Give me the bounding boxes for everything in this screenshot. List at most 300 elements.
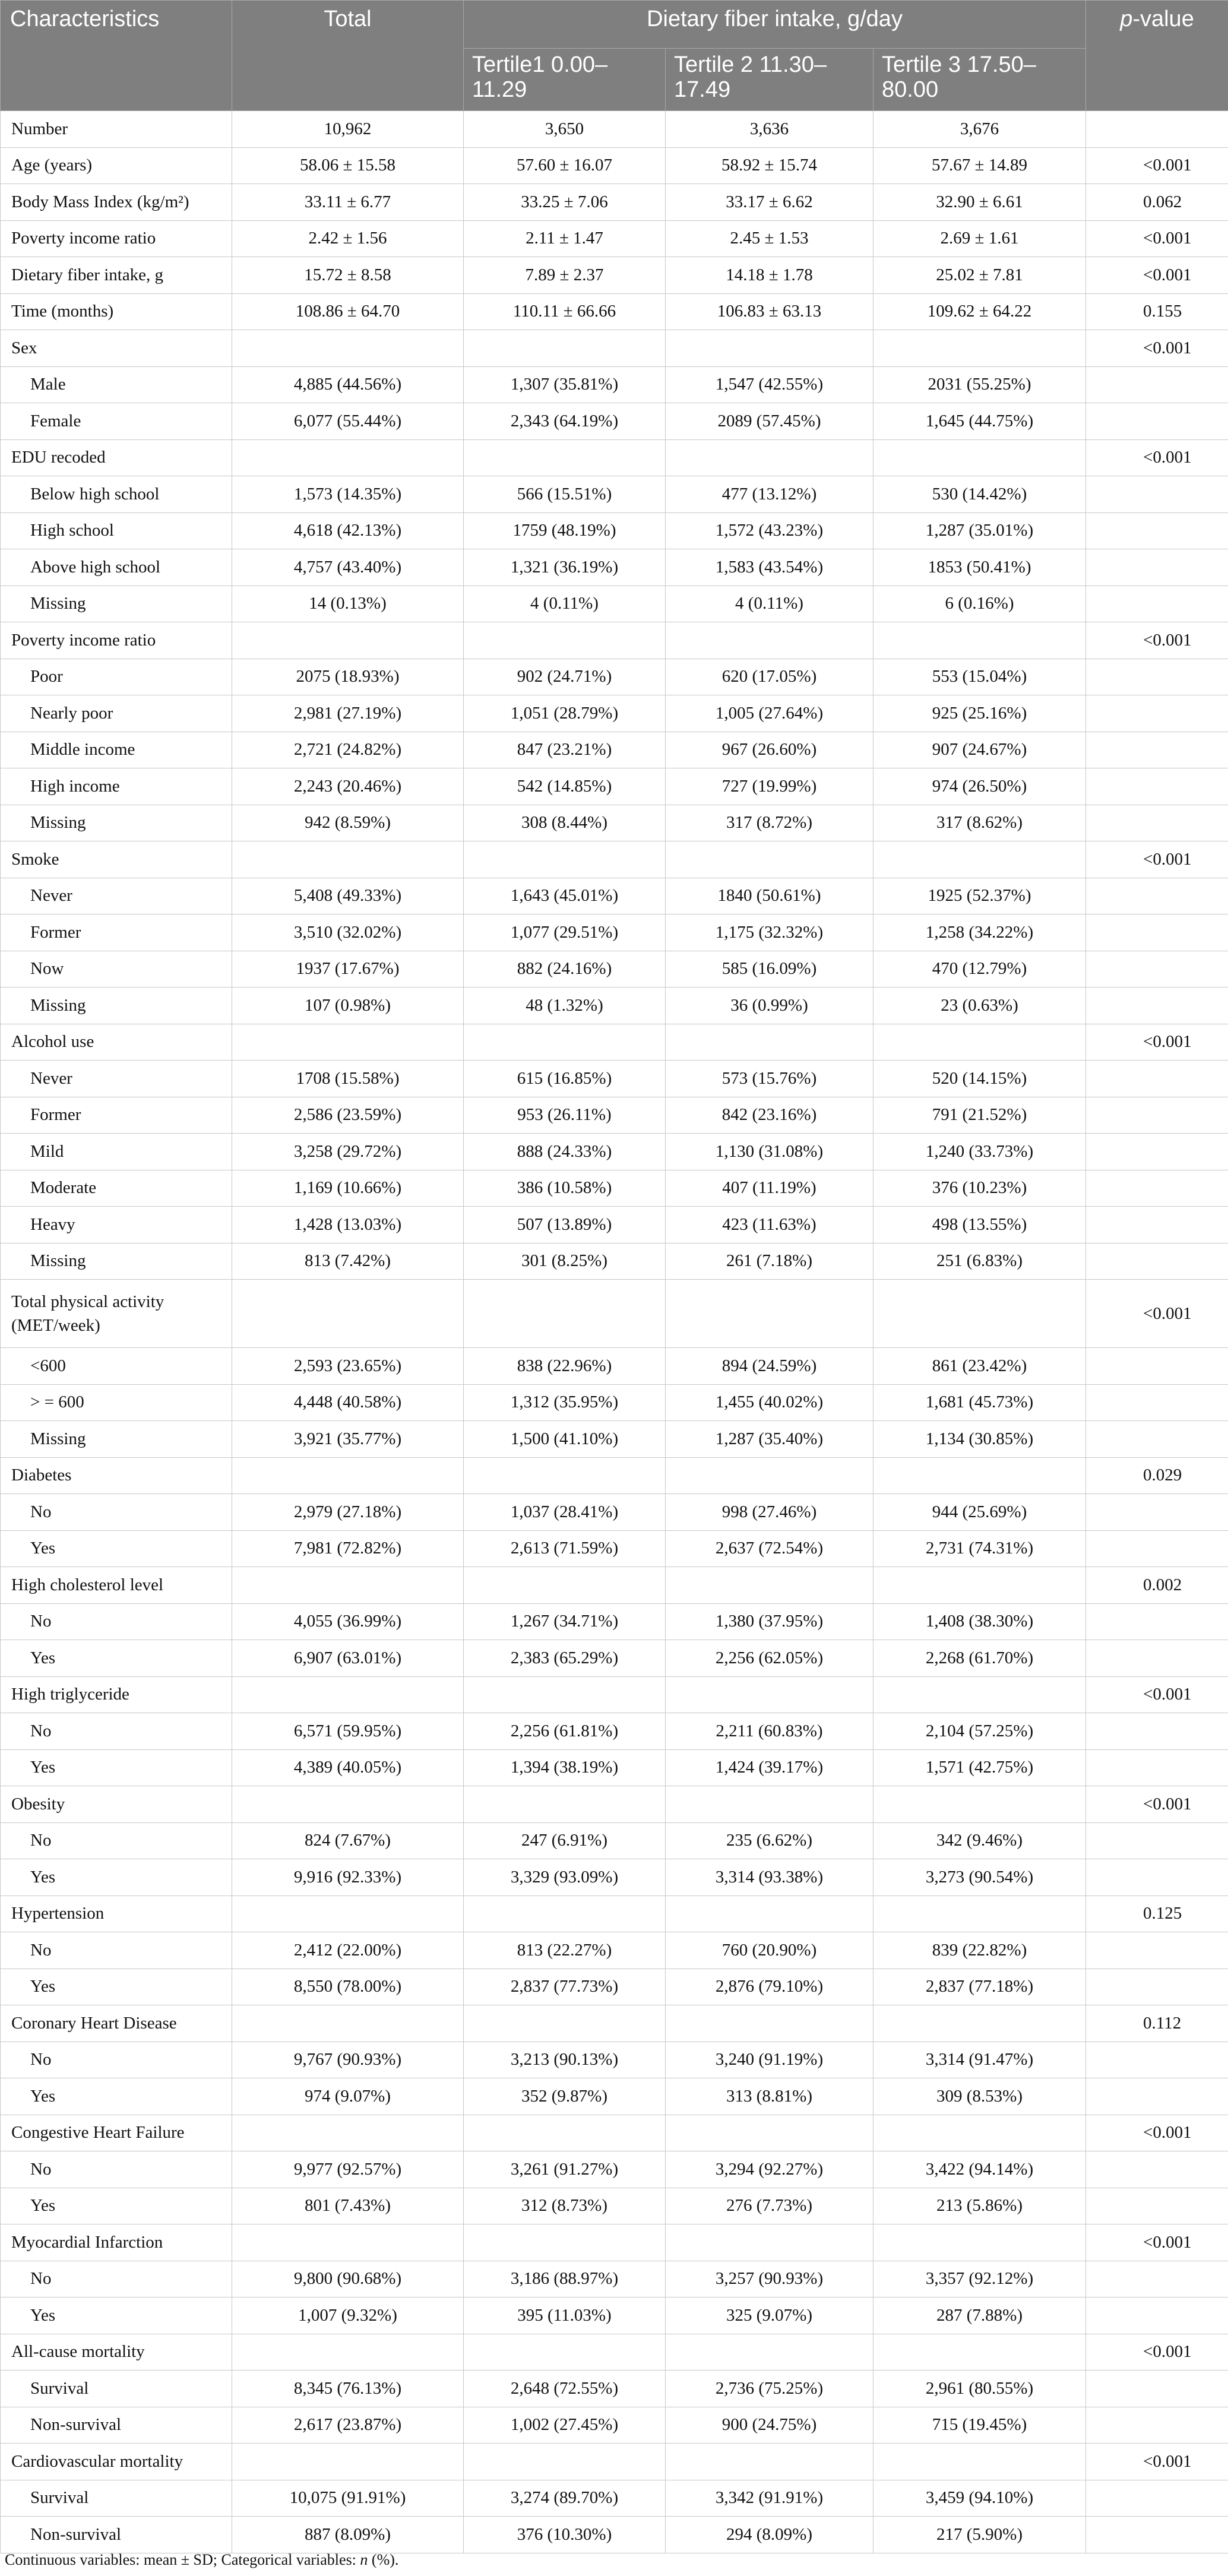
cell-tertile-3: 317 (8.62%) — [873, 805, 1086, 841]
cell-tertile-1: 1,077 (29.51%) — [464, 914, 666, 951]
cell-tertile-3 — [873, 1280, 1086, 1348]
cell-tertile-2: 1,583 (43.54%) — [666, 549, 873, 586]
cell-p-value — [1086, 732, 1228, 768]
cell-tertile-1: 2,648 (72.55%) — [464, 2371, 666, 2407]
cell-tertile-2: 2,736 (75.25%) — [666, 2371, 873, 2407]
cell-tertile-3 — [873, 1676, 1086, 1713]
cell-tertile-2: 900 (24.75%) — [666, 2407, 873, 2444]
row-label: Yes — [1, 1969, 232, 2005]
cell-tertile-3: 520 (14.15%) — [873, 1061, 1086, 1097]
cell-p-value — [1086, 549, 1228, 586]
cell-total: 4,757 (43.40%) — [232, 549, 464, 586]
row-label: Male — [1, 366, 232, 403]
cell-tertile-2: 14.18 ± 1.78 — [666, 257, 873, 294]
cell-total — [232, 1676, 464, 1713]
cell-tertile-3 — [873, 1024, 1086, 1061]
cell-tertile-2: 2,256 (62.05%) — [666, 1640, 873, 1677]
row-label: Number — [1, 111, 232, 148]
table-row — [1, 732, 1228, 768]
cell-tertile-3: 2,837 (77.18%) — [873, 1969, 1086, 2005]
cell-tertile-1 — [464, 2005, 666, 2042]
cell-tertile-2: 573 (15.76%) — [666, 1061, 873, 1097]
cell-tertile-3: 907 (24.67%) — [873, 732, 1086, 768]
cell-tertile-3: 944 (25.69%) — [873, 1494, 1086, 1531]
cell-total: 4,885 (44.56%) — [232, 366, 464, 403]
cell-tertile-3: 2,104 (57.25%) — [873, 1713, 1086, 1750]
row-label: Never — [1, 1061, 232, 1097]
cell-p-value — [1086, 951, 1228, 988]
cell-tertile-2 — [666, 1676, 873, 1713]
cell-total — [232, 1024, 464, 1061]
cell-tertile-2: 294 (8.09%) — [666, 2517, 873, 2553]
cell-p-value — [1086, 768, 1228, 805]
cell-tertile-1: 395 (11.03%) — [464, 2297, 666, 2334]
cell-tertile-2: 620 (17.05%) — [666, 659, 873, 695]
row-label: Missing — [1, 988, 232, 1024]
table-row — [1, 2224, 1228, 2261]
cell-p-value — [1086, 1384, 1228, 1421]
cell-tertile-1: 813 (22.27%) — [464, 1932, 666, 1969]
row-label: > = 600 — [1, 1384, 232, 1421]
row-label: Yes — [1, 1749, 232, 1786]
row-label: Yes — [1, 2188, 232, 2224]
cell-tertile-1 — [464, 622, 666, 659]
cell-total: 7,981 (72.82%) — [232, 1530, 464, 1567]
cell-tertile-3 — [873, 1895, 1086, 1932]
row-label: No — [1, 2261, 232, 2297]
cell-tertile-1: 1,500 (41.10%) — [464, 1421, 666, 1458]
cell-tertile-2: 3,240 (91.19%) — [666, 2042, 873, 2078]
table-row — [1, 1280, 1228, 1348]
cell-tertile-2 — [666, 2005, 873, 2042]
footnote-text-after: (%). — [368, 2551, 399, 2568]
table-row — [1, 622, 1228, 659]
row-label: No — [1, 1713, 232, 1750]
cell-p-value — [1086, 1713, 1228, 1750]
table-row — [1, 1494, 1228, 1531]
cell-tertile-1: 888 (24.33%) — [464, 1134, 666, 1170]
row-label: <600 — [1, 1348, 232, 1385]
cell-tertile-1: 3,213 (90.13%) — [464, 2042, 666, 2078]
table-row — [1, 220, 1228, 257]
table-row — [1, 1640, 1228, 1677]
table-body — [1, 111, 1228, 2553]
cell-tertile-3 — [873, 1567, 1086, 1604]
cell-total: 2,593 (23.65%) — [232, 1348, 464, 1385]
cell-tertile-3: 1,681 (45.73%) — [873, 1384, 1086, 1421]
cell-tertile-2: 1840 (50.61%) — [666, 878, 873, 914]
cell-total: 2,412 (22.00%) — [232, 1932, 464, 1969]
cell-tertile-3: 1,134 (30.85%) — [873, 1421, 1086, 1458]
cell-p-value: <0.001 — [1086, 220, 1228, 257]
row-label: Diabetes — [1, 1457, 232, 1494]
cell-tertile-1 — [464, 2224, 666, 2261]
cell-p-value: <0.001 — [1086, 2444, 1228, 2480]
cell-tertile-3 — [873, 1786, 1086, 1823]
row-label: No — [1, 1822, 232, 1859]
table-row — [1, 2444, 1228, 2480]
cell-p-value — [1086, 1530, 1228, 1567]
cell-total: 2.42 ± 1.56 — [232, 220, 464, 257]
cell-tertile-1: 507 (13.89%) — [464, 1207, 666, 1243]
cell-total: 9,916 (92.33%) — [232, 1859, 464, 1896]
cell-tertile-2: 2089 (57.45%) — [666, 403, 873, 440]
cell-tertile-3: 2.69 ± 1.61 — [873, 220, 1086, 257]
cell-tertile-3: 3,676 — [873, 111, 1086, 148]
header-p-value — [1086, 1, 1228, 111]
cell-tertile-1: 882 (24.16%) — [464, 951, 666, 988]
cell-p-value — [1086, 2188, 1228, 2224]
cell-tertile-3 — [873, 622, 1086, 659]
cell-tertile-3: 1,645 (44.75%) — [873, 403, 1086, 440]
cell-tertile-1: 33.25 ± 7.06 — [464, 184, 666, 221]
table-header — [1, 1, 1228, 111]
table-row — [1, 2517, 1228, 2553]
cell-tertile-1: 57.60 ± 16.07 — [464, 147, 666, 184]
row-label: Survival — [1, 2480, 232, 2517]
table-row — [1, 988, 1228, 1024]
cell-tertile-2: 4 (0.11%) — [666, 586, 873, 622]
cell-tertile-2: 3,636 — [666, 111, 873, 148]
cell-total: 1708 (15.58%) — [232, 1061, 464, 1097]
table-row — [1, 2078, 1228, 2115]
row-label: Above high school — [1, 549, 232, 586]
cell-tertile-2 — [666, 1895, 873, 1932]
cell-p-value: <0.001 — [1086, 841, 1228, 878]
cell-tertile-3: 553 (15.04%) — [873, 659, 1086, 695]
row-label: Time (months) — [1, 293, 232, 330]
table-row — [1, 1243, 1228, 1280]
table-row — [1, 2334, 1228, 2371]
cell-tertile-3 — [873, 330, 1086, 367]
cell-tertile-2 — [666, 1280, 873, 1348]
cell-total: 1937 (17.67%) — [232, 951, 464, 988]
cell-tertile-2: 1,005 (27.64%) — [666, 695, 873, 732]
cell-total — [232, 2115, 464, 2151]
cell-tertile-1: 838 (22.96%) — [464, 1348, 666, 1385]
table-row — [1, 841, 1228, 878]
cell-tertile-2: 3,342 (91.91%) — [666, 2480, 873, 2517]
cell-tertile-1 — [464, 1676, 666, 1713]
cell-p-value — [1086, 1170, 1228, 1207]
cell-tertile-2: 2,876 (79.10%) — [666, 1969, 873, 2005]
row-label: EDU recoded — [1, 439, 232, 476]
cell-tertile-2: 36 (0.99%) — [666, 988, 873, 1024]
cell-total: 1,428 (13.03%) — [232, 1207, 464, 1243]
row-label: No — [1, 1932, 232, 1969]
cell-p-value — [1086, 1822, 1228, 1859]
cell-p-value — [1086, 659, 1228, 695]
cell-tertile-1 — [464, 1457, 666, 1494]
row-label: Missing — [1, 805, 232, 841]
cell-tertile-2: 58.92 ± 15.74 — [666, 147, 873, 184]
cell-total: 9,800 (90.68%) — [232, 2261, 464, 2297]
cell-tertile-3: 925 (25.16%) — [873, 695, 1086, 732]
cell-tertile-1: 247 (6.91%) — [464, 1822, 666, 1859]
cell-tertile-1: 3,186 (88.97%) — [464, 2261, 666, 2297]
cell-p-value — [1086, 2407, 1228, 2444]
cell-tertile-3 — [873, 841, 1086, 878]
cell-total: 33.11 ± 6.77 — [232, 184, 464, 221]
cell-total: 6,077 (55.44%) — [232, 403, 464, 440]
cell-tertile-2: 894 (24.59%) — [666, 1348, 873, 1385]
cell-p-value: 0.002 — [1086, 1567, 1228, 1604]
cell-tertile-1: 902 (24.71%) — [464, 659, 666, 695]
cell-total — [232, 1895, 464, 1932]
table-row — [1, 2115, 1228, 2151]
cell-p-value: <0.001 — [1086, 147, 1228, 184]
footnote-text-before: Continuous variables: mean ± SD; Categorical variables: — [5, 2551, 360, 2568]
cell-total: 3,510 (32.02%) — [232, 914, 464, 951]
cell-tertile-3: 3,314 (91.47%) — [873, 2042, 1086, 2078]
cell-tertile-2 — [666, 1786, 873, 1823]
table-row — [1, 1097, 1228, 1134]
table-row — [1, 2042, 1228, 2078]
cell-tertile-2: 3,257 (90.93%) — [666, 2261, 873, 2297]
table-row — [1, 1895, 1228, 1932]
cell-p-value — [1086, 988, 1228, 1024]
cell-total: 10,962 — [232, 111, 464, 148]
row-label: Female — [1, 403, 232, 440]
cell-tertile-1: 308 (8.44%) — [464, 805, 666, 841]
row-label: Body Mass Index (kg/m²) — [1, 184, 232, 221]
row-label: Coronary Heart Disease — [1, 2005, 232, 2042]
cell-tertile-2: 1,424 (39.17%) — [666, 1749, 873, 1786]
cell-tertile-3: 2,268 (61.70%) — [873, 1640, 1086, 1677]
cell-tertile-1: 1,002 (27.45%) — [464, 2407, 666, 2444]
cell-tertile-1 — [464, 841, 666, 878]
cell-p-value — [1086, 1097, 1228, 1134]
row-label: High cholesterol level — [1, 1567, 232, 1604]
cell-tertile-1 — [464, 1567, 666, 1604]
table-row — [1, 2297, 1228, 2334]
cell-p-value — [1086, 366, 1228, 403]
cell-p-value — [1086, 1640, 1228, 1677]
cell-p-value — [1086, 2297, 1228, 2334]
cell-total — [232, 1457, 464, 1494]
cell-tertile-2: 3,314 (93.38%) — [666, 1859, 873, 1896]
table-row — [1, 549, 1228, 586]
cell-tertile-1 — [464, 439, 666, 476]
cell-p-value — [1086, 2151, 1228, 2188]
cell-tertile-3 — [873, 2334, 1086, 2371]
row-label: Missing — [1, 1243, 232, 1280]
cell-total: 6,571 (59.95%) — [232, 1713, 464, 1750]
table-row — [1, 1421, 1228, 1458]
table-row — [1, 257, 1228, 294]
cell-total: 3,921 (35.77%) — [232, 1421, 464, 1458]
cell-total: 942 (8.59%) — [232, 805, 464, 841]
table-row — [1, 878, 1228, 914]
table-row — [1, 1348, 1228, 1385]
header-p-rest: -value — [1132, 7, 1194, 31]
row-label: Yes — [1, 1530, 232, 1567]
cell-tertile-2: 407 (11.19%) — [666, 1170, 873, 1207]
cell-tertile-1: 2,613 (71.59%) — [464, 1530, 666, 1567]
cell-tertile-2: 1,455 (40.02%) — [666, 1384, 873, 1421]
table-row — [1, 1603, 1228, 1640]
cell-tertile-3 — [873, 439, 1086, 476]
table-row — [1, 512, 1228, 549]
cell-tertile-2: 760 (20.90%) — [666, 1932, 873, 1969]
cell-tertile-3: 6 (0.16%) — [873, 586, 1086, 622]
cell-tertile-1: 48 (1.32%) — [464, 988, 666, 1024]
cell-p-value: <0.001 — [1086, 330, 1228, 367]
table-row — [1, 2480, 1228, 2517]
table-row — [1, 2407, 1228, 2444]
row-label: Nearly poor — [1, 695, 232, 732]
cell-tertile-1: 2,837 (77.73%) — [464, 1969, 666, 2005]
cell-total: 2,243 (20.46%) — [232, 768, 464, 805]
cell-p-value: <0.001 — [1086, 439, 1228, 476]
cell-tertile-1: 1,037 (28.41%) — [464, 1494, 666, 1531]
cell-p-value — [1086, 2517, 1228, 2553]
cell-tertile-3: 3,357 (92.12%) — [873, 2261, 1086, 2297]
cell-total: 2,979 (27.18%) — [232, 1494, 464, 1531]
cell-tertile-3: 715 (19.45%) — [873, 2407, 1086, 2444]
cell-tertile-2 — [666, 1024, 873, 1061]
cell-tertile-3 — [873, 2005, 1086, 2042]
cell-total: 6,907 (63.01%) — [232, 1640, 464, 1677]
cell-tertile-3: 376 (10.23%) — [873, 1170, 1086, 1207]
cell-tertile-2: 2.45 ± 1.53 — [666, 220, 873, 257]
table-row — [1, 1822, 1228, 1859]
table-row — [1, 768, 1228, 805]
cell-total — [232, 1280, 464, 1348]
cell-tertile-3: 498 (13.55%) — [873, 1207, 1086, 1243]
cell-tertile-2: 313 (8.81%) — [666, 2078, 873, 2115]
cell-tertile-3: 287 (7.88%) — [873, 2297, 1086, 2334]
cell-tertile-2: 967 (26.60%) — [666, 732, 873, 768]
table-row — [1, 1134, 1228, 1170]
cell-tertile-3: 109.62 ± 64.22 — [873, 293, 1086, 330]
row-label: Total physical activity (MET/week) — [1, 1280, 232, 1348]
cell-tertile-1: 542 (14.85%) — [464, 768, 666, 805]
cell-p-value — [1086, 695, 1228, 732]
cell-p-value: <0.001 — [1086, 2115, 1228, 2151]
cell-total: 10,075 (91.91%) — [232, 2480, 464, 2517]
cell-p-value: <0.001 — [1086, 1024, 1228, 1061]
cell-tertile-1 — [464, 1786, 666, 1823]
cell-total: 4,448 (40.58%) — [232, 1384, 464, 1421]
cell-tertile-3: 23 (0.63%) — [873, 988, 1086, 1024]
cell-p-value: 0.112 — [1086, 2005, 1228, 2042]
cell-p-value — [1086, 403, 1228, 440]
cell-p-value — [1086, 1421, 1228, 1458]
cell-tertile-3: 2,731 (74.31%) — [873, 1530, 1086, 1567]
cell-p-value: 0.125 — [1086, 1895, 1228, 1932]
table-row — [1, 147, 1228, 184]
header-tertile-3: Tertile 3 17.50–80.00 — [873, 49, 1086, 111]
cell-tertile-2: 1,572 (43.23%) — [666, 512, 873, 549]
cell-tertile-3: 839 (22.82%) — [873, 1932, 1086, 1969]
cell-total: 8,345 (76.13%) — [232, 2371, 464, 2407]
cell-total: 801 (7.43%) — [232, 2188, 464, 2224]
row-label: Poverty income ratio — [1, 622, 232, 659]
cell-total: 3,258 (29.72%) — [232, 1134, 464, 1170]
cell-tertile-2 — [666, 2444, 873, 2480]
cell-p-value — [1086, 805, 1228, 841]
cell-tertile-2: 1,547 (42.55%) — [666, 366, 873, 403]
row-label: Missing — [1, 586, 232, 622]
cell-p-value: 0.029 — [1086, 1457, 1228, 1494]
cell-tertile-3: 309 (8.53%) — [873, 2078, 1086, 2115]
cell-tertile-2: 276 (7.73%) — [666, 2188, 873, 2224]
table-row — [1, 1859, 1228, 1896]
cell-p-value — [1086, 476, 1228, 513]
cell-tertile-3: 3,422 (94.14%) — [873, 2151, 1086, 2188]
cell-tertile-2 — [666, 622, 873, 659]
table-row — [1, 1207, 1228, 1243]
cell-p-value — [1086, 2480, 1228, 2517]
cell-total: 2,721 (24.82%) — [232, 732, 464, 768]
cell-total: 887 (8.09%) — [232, 2517, 464, 2553]
table-row — [1, 1749, 1228, 1786]
cell-tertile-2: 998 (27.46%) — [666, 1494, 873, 1531]
footnote-n-italic: n — [360, 2551, 368, 2568]
cell-tertile-2: 1,130 (31.08%) — [666, 1134, 873, 1170]
cell-p-value — [1086, 1134, 1228, 1170]
cell-p-value: <0.001 — [1086, 2224, 1228, 2261]
cell-tertile-1 — [464, 330, 666, 367]
cell-p-value — [1086, 586, 1228, 622]
table-row — [1, 1530, 1228, 1567]
row-label: Middle income — [1, 732, 232, 768]
table-row — [1, 1713, 1228, 1750]
cell-tertile-1: 1759 (48.19%) — [464, 512, 666, 549]
cell-tertile-1: 3,329 (93.09%) — [464, 1859, 666, 1896]
cell-p-value: <0.001 — [1086, 1280, 1228, 1348]
header-characteristics: Characteristics — [1, 1, 232, 111]
cell-total: 4,055 (36.99%) — [232, 1603, 464, 1640]
cell-total: 2075 (18.93%) — [232, 659, 464, 695]
cell-tertile-1: 352 (9.87%) — [464, 2078, 666, 2115]
table-row — [1, 1567, 1228, 1604]
cell-p-value — [1086, 878, 1228, 914]
cell-tertile-1: 2,343 (64.19%) — [464, 403, 666, 440]
cell-tertile-2: 1,380 (37.95%) — [666, 1603, 873, 1640]
cell-tertile-1: 953 (26.11%) — [464, 1097, 666, 1134]
cell-tertile-2: 317 (8.72%) — [666, 805, 873, 841]
cell-tertile-1: 1,394 (38.19%) — [464, 1749, 666, 1786]
cell-total: 4,618 (42.13%) — [232, 512, 464, 549]
table-row — [1, 1384, 1228, 1421]
table-row — [1, 1457, 1228, 1494]
cell-tertile-1: 1,321 (36.19%) — [464, 549, 666, 586]
cell-total: 108.86 ± 64.70 — [232, 293, 464, 330]
row-label: Alcohol use — [1, 1024, 232, 1061]
cell-tertile-2 — [666, 2334, 873, 2371]
cell-tertile-2: 3,294 (92.27%) — [666, 2151, 873, 2188]
cell-tertile-3 — [873, 2444, 1086, 2480]
row-label: Myocardial Infarction — [1, 2224, 232, 2261]
cell-tertile-2: 235 (6.62%) — [666, 1822, 873, 1859]
cell-p-value — [1086, 2042, 1228, 2078]
cell-tertile-2: 2,637 (72.54%) — [666, 1530, 873, 1567]
cell-tertile-2: 842 (23.16%) — [666, 1097, 873, 1134]
cell-total: 14 (0.13%) — [232, 586, 464, 622]
row-label: Dietary fiber intake, g — [1, 257, 232, 294]
row-label: Poor — [1, 659, 232, 695]
cell-tertile-2 — [666, 330, 873, 367]
cell-tertile-3: 217 (5.90%) — [873, 2517, 1086, 2553]
cell-p-value — [1086, 1348, 1228, 1385]
table-row — [1, 2371, 1228, 2407]
row-label: High income — [1, 768, 232, 805]
row-label: Non-survival — [1, 2517, 232, 2553]
cell-tertile-3: 1853 (50.41%) — [873, 549, 1086, 586]
cell-total: 9,767 (90.93%) — [232, 2042, 464, 2078]
